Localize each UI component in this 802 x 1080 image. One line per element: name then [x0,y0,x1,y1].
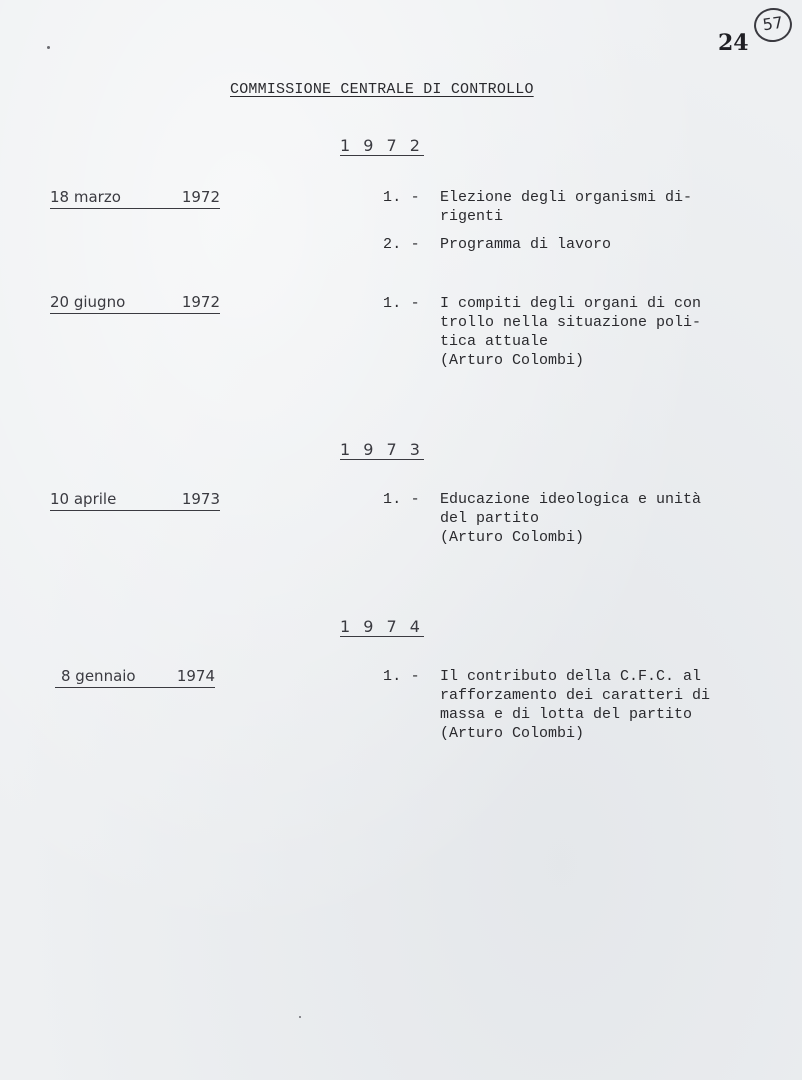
meeting-date-18-marzo-1972 [50,188,220,209]
agenda-item-line: Il contributo della C.F.C. al [440,668,702,685]
year-heading-1973: 1 9 7 3 [340,440,424,459]
paper-speck [299,1016,301,1018]
archive-number-stamp: 57 [752,6,794,45]
year-heading-1972: 1 9 7 2 [340,136,424,155]
meeting-date-day: 8 gennaio [61,667,136,685]
agenda-item-line: massa e di lotta del partito [440,706,693,723]
agenda-item-line: Programma di lavoro [440,236,612,253]
agenda-item-line: (Arturo Colombi) [440,352,585,369]
agenda-item-line: (Arturo Colombi) [440,529,585,546]
meeting-date-day: 10 aprile [50,490,117,508]
agenda-item-number: 1. - [383,295,420,312]
agenda-item-number: 2. - [383,236,420,253]
agenda-item-line: rigenti [440,208,504,225]
agenda-item-number: 1. - [383,668,420,685]
year-heading-1974: 1 9 7 4 [340,617,424,636]
meeting-date-year: 1974 [176,667,215,685]
meeting-date-year: 1972 [181,188,220,206]
meeting-date-10-aprile-1973 [50,490,220,511]
meeting-date-year: 1973 [181,490,220,508]
agenda-item-line: Elezione degli organismi di- [440,189,693,206]
agenda-item-line: del partito [440,510,540,527]
meeting-date-8-gennaio-1974 [55,667,215,688]
document-title: COMMISSIONE CENTRALE DI CONTROLLO [230,81,534,98]
meeting-date-year: 1972 [181,293,220,311]
agenda-item-line: trollo nella situazione poli- [440,314,702,331]
agenda-item-line: Educazione ideologica e unità [440,491,702,508]
agenda-item-line: I compiti degli organi di con [440,295,702,312]
meeting-date-day: 18 marzo [50,188,121,206]
meeting-date-20-giugno-1972 [50,293,220,314]
agenda-item-number: 1. - [383,491,420,508]
meeting-date-day: 20 giugno [50,293,126,311]
page-number: 24 [718,30,749,56]
agenda-item-number: 1. - [383,189,420,206]
agenda-item-line: tica attuale [440,333,549,350]
paper-speck [47,46,50,49]
agenda-item-line: (Arturo Colombi) [440,725,585,742]
agenda-item-line: rafforzamento dei caratteri di [440,687,711,704]
